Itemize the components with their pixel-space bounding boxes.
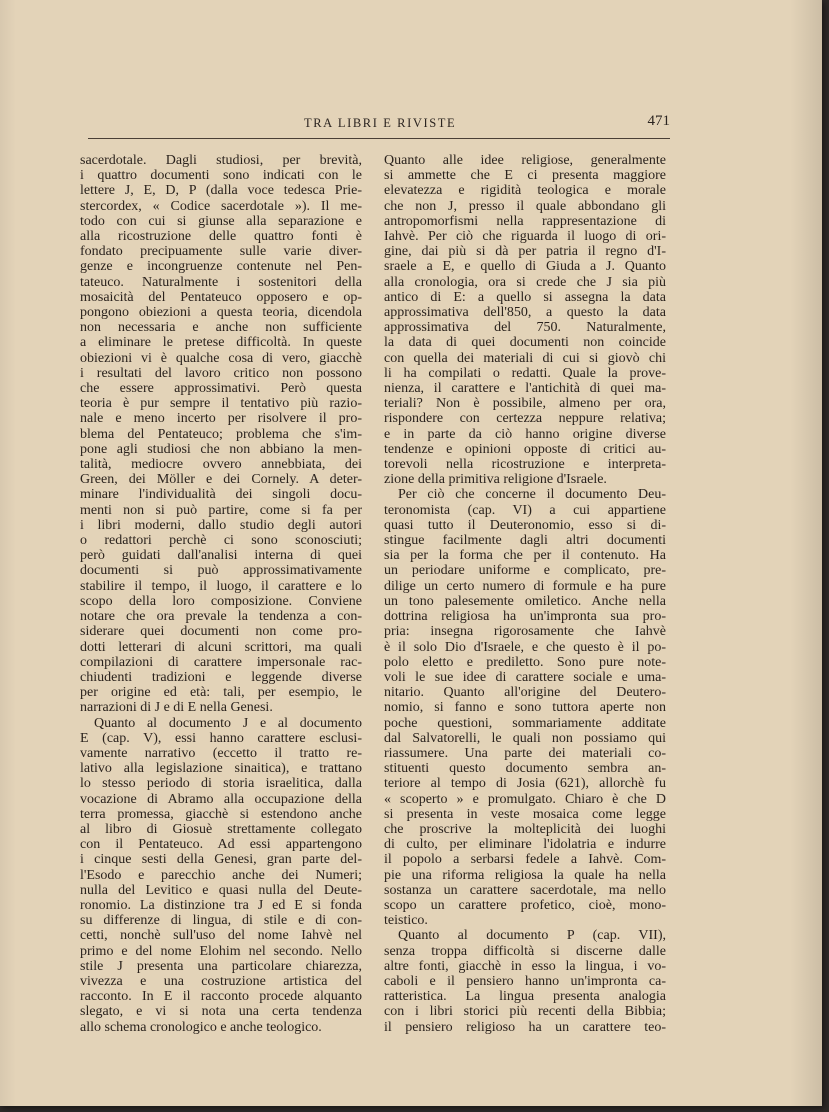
text-line: documenti si può approssimativamente (80, 563, 362, 579)
header-rule (88, 138, 670, 139)
text-line: di culto, per eliminare l'idolatria e indurre (384, 837, 666, 853)
text-line: compilazioni di carattere impersonale rac- (80, 654, 362, 670)
text-line: approssimativa dell'850, a questo la data (384, 305, 666, 321)
text-line: li ha compilati o redatti. Quale la prove- (384, 365, 666, 381)
text-line: con i libri storici più recenti della Bibbia; (384, 1004, 666, 1020)
text-line: dottrina religiosa ha un'impronta sua pro- (384, 609, 666, 625)
text-line: nienza, il carattere e l'antichità di quei ma- (384, 381, 666, 397)
text-line: polo eletto e prediletto. Sono pure note- (384, 654, 666, 670)
text-line: ronomio. La distinzione tra J ed E si fonda (80, 897, 362, 913)
text-line: sostanza un carattere sacerdotale, ma nello (384, 882, 666, 898)
text-line: alla cronologia, ora si crede che J sia più (384, 274, 666, 290)
text-line: riassumere. Una parte dei materiali co- (384, 745, 666, 761)
text-line: e in parte da ciò hanno origine diverse (384, 426, 666, 442)
text-line: stercordex, « Codice sacerdotale »). Il me- (80, 198, 362, 214)
text-line: antico di E: a quello si assegna la data (384, 289, 666, 305)
text-line: sraele a E, e quello di Giuda a J. Quanto (384, 259, 666, 275)
text-line: il pensiero religioso ha un carattere teo- (384, 1019, 666, 1035)
text-line: slegato, e vi si nota una certa tendenza (80, 1004, 362, 1020)
text-line: teriali? Non è possibile, almeno per ora, (384, 396, 666, 412)
text-line: sacerdotale. Dagli studiosi, per brevità, (80, 153, 362, 168)
text-line: vocazione di Abramo alla occupazione della (80, 791, 362, 807)
left-text-column (80, 153, 362, 1035)
text-line: pone agli studiosi che non abbiano la men- (80, 441, 362, 457)
text-line: ratteristica. La lingua presenta analogia (384, 989, 666, 1005)
text-line: vivezza e una costruzione artistica del (80, 973, 362, 989)
text-line: cetti, nonchè sull'uso del nome Iahvè nel (80, 928, 362, 944)
text-line: che proscrive la molteplicità dei luoghi (384, 821, 666, 837)
text-line: allo schema cronologico e anche teologico. (80, 1019, 322, 1035)
text-line: si ammette che E ci presenta maggiore (384, 168, 666, 184)
text-line: stituenti questo documento sembra an- (384, 761, 666, 777)
text-line: siderare quei documenti non come pro- (80, 624, 362, 640)
text-line: i quattro documenti sono indicati con le (80, 168, 362, 184)
text-line: non necessaria e anche non sufficiente (80, 320, 362, 336)
text-line: teronomista (cap. VI) a cui appartiene (384, 502, 666, 518)
text-line: dilige un certo numero di formule e ha pure (384, 578, 666, 594)
text-line: zione della primitiva religione d'Israele. (384, 472, 607, 488)
text-line: o redattori perchè ci sono sconosciuti; (80, 533, 362, 549)
text-line: teoria è pur sempre il tentativo più razio- (80, 396, 362, 412)
text-line: elevatezza e rigidità teologica e morale (384, 183, 666, 199)
text-line: primo e del nome Elohim nel secondo. Nello (80, 943, 362, 959)
text-line: genze e incongruenze contenute nel Pen- (80, 259, 362, 275)
text-line: stingue facilmente dagli altri documenti (384, 533, 666, 549)
text-line: Quanto al documento J e al documento (94, 715, 362, 731)
page-header (88, 113, 670, 136)
text-line: approssimativa del 750. Naturalmente, (384, 320, 666, 336)
text-line: gine, dai più si dà per patria il regno d'I- (384, 244, 666, 260)
text-line: un tono palesemente omiletico. Anche nella (384, 593, 666, 609)
text-line: altre fonti, giacchè in esso la lingua, i vo- (384, 958, 666, 974)
text-line: che non J, presso il quale abbondano gli (384, 198, 666, 214)
text-line: vamente narrativo (eccetto il tratto re- (80, 745, 362, 761)
text-line: scopo della loro composizione. Conviene (80, 593, 362, 609)
text-line: nomio, si fanno e sono tuttora aperte non (384, 700, 666, 716)
text-line: l'Esodo e parecchio anche dei Numeri; (80, 867, 362, 883)
text-line: terra promessa, giacchè si estendono anche (80, 806, 362, 822)
text-line: fondato precipuamente sulle varie diver- (80, 244, 362, 260)
text-line: teistico. (384, 913, 428, 929)
text-line: todo con cui si giunse alla separazione e (80, 213, 362, 229)
text-line: dal Salvatorelli, le quali non possiamo qui (384, 730, 666, 746)
text-line: Per ciò che concerne il documento Deu- (398, 487, 666, 503)
text-line: a eliminare le pretese difficoltà. In queste (80, 335, 362, 351)
text-line: Quanto alle idee religiose, generalmente (384, 153, 666, 168)
text-line: dotti letterari di alcuni scrittori, ma quali (80, 639, 362, 655)
text-line: senza troppa difficoltà si discerne dalle (384, 943, 666, 959)
text-line: rispondere con certezza neppure relativa; (384, 411, 666, 427)
text-line: poche questioni, sommariamente additate (384, 715, 666, 731)
text-line: tateuco. Naturalmente i sostenitori della (80, 274, 362, 290)
text-line: lo stesso periodo di storia israelitica, dalla (80, 776, 362, 792)
text-line: mosaicità del Pentateuco opposero e op- (80, 289, 362, 305)
text-line: minare l'individualità dei singoli docu- (80, 487, 362, 503)
text-line: Quanto al documento P (cap. VII), (398, 928, 666, 944)
running-title: TRA LIBRI E RIVISTE (304, 116, 457, 130)
text-line: scopo un carattere profetico, cioè, mono- (384, 897, 666, 913)
text-line: i libri moderni, dallo studio degli autori (80, 517, 362, 533)
text-line: chiudenti tradizioni e leggende diverse (80, 669, 362, 685)
text-line: i resultati del lavoro critico non possono (80, 365, 362, 381)
text-line: i cinque sesti della Genesi, gran parte del- (80, 852, 362, 868)
text-line: per origine ed età: tali, per esempio, le (80, 685, 362, 701)
text-line: voli le sue idee di carattere sociale e uma- (384, 669, 666, 685)
text-line: alla ricostruzione delle quattro fonti è (80, 229, 362, 245)
text-line: pongono obiezioni a questa teoria, dicendola (80, 305, 362, 321)
text-line: su differenze di lingua, di stile e di con- (80, 913, 362, 929)
text-line: nulla del Levitico e quasi nulla del Deute- (80, 882, 362, 898)
text-line: lettere J, E, D, P (dalla voce tedesca Prie- (80, 183, 362, 199)
text-line: pria: insegna rigorosamente che Iahvè (384, 624, 666, 640)
text-line: torevoli nella ricostruzione e interpreta- (384, 457, 666, 473)
text-line: nale e meno incerto per risolvere il pro- (80, 411, 362, 427)
text-line: con quella dei materiali di cui si giovò chi (384, 350, 666, 366)
text-line: stile J presenta una particolare chiarezza, (80, 958, 362, 974)
text-line: menti non si può partire, come si fa per (80, 502, 362, 518)
page-number: 471 (647, 113, 670, 129)
text-line: con il Pentateuco. Ad essi appartengono (80, 837, 362, 853)
text-line: caboli e il pensiero hanno un'impronta ca- (384, 973, 666, 989)
text-line: blema del Pentateuco; problema che s'im- (80, 426, 362, 442)
text-line: che essere approssimativi. Però questa (80, 381, 362, 397)
text-line: « scoperto » e promulgato. Chiaro è che D (384, 791, 666, 807)
text-line: quasi tutto il Deuteronomio, esso si di- (384, 517, 666, 533)
text-line: notare che ora prevale la tendenza a con- (80, 609, 362, 625)
text-line: talità, mediocre ovvero annebbiata, dei (80, 457, 362, 473)
text-line: tendenze e opinioni opposte di critici au- (384, 441, 666, 457)
text-line: lativo alla legislazione sinaitica), e trattano (80, 761, 362, 777)
text-line: al libro di Giosuè strettamente collegato (80, 821, 362, 837)
text-line: narrazioni di J e di E nella Genesi. (80, 700, 273, 716)
text-line: si presenta in veste mosaica come legge (384, 806, 666, 822)
text-line: E (cap. V), essi hanno carattere esclusi- (80, 730, 362, 746)
text-line: Green, dei Möller e dei Cornely. A deter- (80, 472, 362, 488)
text-line: sia per la forma che per il contenuto. Ha (384, 548, 666, 564)
text-line: il popolo a serbarsi fedele a Iahvè. Com- (384, 852, 666, 868)
right-text-column (384, 153, 666, 1035)
text-line: teriore al tempo di Josia (621), allorchè fu (384, 776, 666, 792)
text-line: pie una riforma religiosa la quale ha nella (384, 867, 666, 883)
text-line: però guidati dall'analisi interna di quei (80, 548, 362, 564)
text-line: obiezioni vi è qualche cosa di vero, giacchè (80, 350, 362, 366)
text-line: stabilire il tempo, il luogo, il carattere e lo (80, 578, 362, 594)
text-line: Iahvè. Per ciò che riguarda il luogo di ori- (384, 229, 666, 245)
text-line: racconto. In E il racconto procede alquanto (80, 989, 362, 1005)
text-line: è il solo Dio d'Israele, e che questo è il po- (384, 639, 666, 655)
text-line: la data di quei documenti non coincide (384, 335, 666, 351)
text-line: un periodare uniforme e complicato, pre- (384, 563, 666, 579)
text-line: nitario. Quanto all'origine del Deutero- (384, 685, 666, 701)
text-line: antropomorfismi nella rappresentazione di (384, 213, 666, 229)
